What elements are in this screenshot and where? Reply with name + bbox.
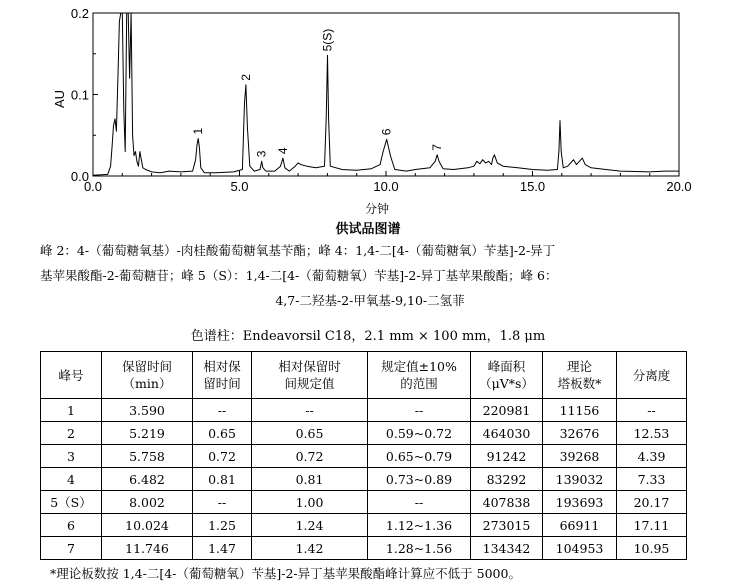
chromatogram-chart	[0, 0, 736, 218]
table-cell: 1.12~1.36	[368, 514, 471, 537]
trace-line	[93, 13, 679, 175]
plot-frame	[93, 13, 679, 176]
table-row	[41, 445, 687, 468]
table-cell: 32676	[543, 422, 617, 445]
table-cell: --	[368, 491, 471, 514]
table-cell: 11.746	[102, 537, 193, 560]
x-axis-label: 分钟	[364, 202, 390, 216]
table-cell: 1.00	[252, 491, 368, 514]
table-cell: 12.53	[617, 422, 687, 445]
peak-description-line-2: 基苹果酸酯-2-葡萄糖苷；峰 5（S）：1,4-二[4-（葡萄糖氧）苄基]-2-异丁基苹果酸酯；峰 6：	[40, 268, 558, 283]
peak-label: 6	[379, 128, 394, 136]
table-cell: 4	[41, 468, 102, 491]
table-cell: 0.73~0.89	[368, 468, 471, 491]
table-cell: 3	[41, 445, 102, 468]
axis-ticks	[71, 6, 692, 194]
table-cell: 407838	[471, 491, 543, 514]
column-caption: 色谱柱：Endeavorsil C18，2.1 mm × 100 mm，1.8 μm	[190, 329, 546, 344]
results-table	[40, 351, 687, 560]
table-cell: 83292	[471, 468, 543, 491]
peak-labels	[191, 29, 444, 158]
table-cell: 1.47	[193, 537, 252, 560]
peak-label: 5(S)	[320, 28, 335, 52]
peak-label: 3	[254, 150, 269, 158]
x-tick-label: 0.0	[83, 179, 103, 194]
table-cell: --	[252, 399, 368, 422]
table-cell: 2	[41, 422, 102, 445]
table-cell: 91242	[471, 445, 543, 468]
table-row	[41, 422, 687, 445]
table-header-cell: 分离度	[617, 352, 687, 399]
table-cell: 10.024	[102, 514, 193, 537]
table-cell: 4.39	[617, 445, 687, 468]
table-cell: 193693	[543, 491, 617, 514]
peak-label: 1	[191, 127, 206, 135]
figure-title: 供试品图谱	[335, 222, 401, 237]
peak-label: 7	[430, 144, 445, 151]
table-cell: 5.219	[102, 422, 193, 445]
table-cell: 1.42	[252, 537, 368, 560]
table-cell: 0.72	[252, 445, 368, 468]
table-header-cell: 保留时间 （min）	[102, 352, 193, 399]
table-row	[41, 399, 687, 422]
table-cell: 1.25	[193, 514, 252, 537]
table-cell: 8.002	[102, 491, 193, 514]
table-header-cell: 理论 塔板数*	[543, 352, 617, 399]
y-tick-label: 0.1	[70, 87, 89, 103]
table-cell: 1.28~1.56	[368, 537, 471, 560]
table-cell: 3.590	[102, 399, 193, 422]
table-row	[41, 468, 687, 491]
table-cell: 7	[41, 537, 102, 560]
table-cell: 1	[41, 399, 102, 422]
table-row	[41, 537, 687, 560]
table-body	[41, 399, 687, 560]
table-cell: 5.758	[102, 445, 193, 468]
table-cell: 0.65~0.79	[368, 445, 471, 468]
peak-description-line-3: 4,7-二羟基-2-甲氧基-9,10-二氢菲	[275, 293, 465, 308]
table-cell: 20.17	[617, 491, 687, 514]
table-cell: --	[193, 491, 252, 514]
table-header-cell: 相对保 留时间	[193, 352, 252, 399]
table-cell: 6.482	[102, 468, 193, 491]
table-cell: 273015	[471, 514, 543, 537]
table-header-row	[41, 352, 687, 399]
table-header-cell: 峰面积 （μV*s）	[471, 352, 543, 399]
peak-description	[40, 238, 700, 313]
table-cell: 464030	[471, 422, 543, 445]
x-tick-label: 10.0	[373, 179, 399, 194]
x-tick-label: 20.0	[666, 179, 692, 194]
table-row	[41, 514, 687, 537]
table-cell: 11156	[543, 399, 617, 422]
x-tick-label: 15.0	[519, 179, 546, 194]
y-tick-label: 0.0	[70, 169, 89, 184]
table-cell: 7.33	[617, 468, 687, 491]
table-cell: 0.65	[193, 422, 252, 445]
table-cell: 0.81	[252, 468, 368, 491]
table-cell: --	[368, 399, 471, 422]
table-header-cell: 峰号	[41, 352, 102, 399]
peak-label: 4	[275, 147, 290, 155]
y-axis-label: AU	[52, 89, 67, 109]
table-cell: 0.81	[193, 468, 252, 491]
chromatogram-trace	[93, 13, 679, 175]
table-cell: 10.95	[617, 537, 687, 560]
table-cell: 134342	[471, 537, 543, 560]
table-cell: 220981	[471, 399, 543, 422]
y-tick-label: 0.2	[70, 6, 89, 21]
table-cell: 17.11	[617, 514, 687, 537]
peak-label: 2	[238, 74, 253, 81]
table-cell: --	[193, 399, 252, 422]
table-cell: 6	[41, 514, 102, 537]
table-cell: 0.59~0.72	[368, 422, 471, 445]
table-cell: 104953	[543, 537, 617, 560]
x-tick-label: 5.0	[230, 179, 249, 194]
table-cell: 1.24	[252, 514, 368, 537]
table-cell: 0.65	[252, 422, 368, 445]
peak-description-line-1: 峰 2：4-（葡萄糖氧基）-肉桂酸葡萄糖氧基苄酯；峰 4：1,4-二[4-（葡萄糖氧）苄基]-2-异丁	[40, 243, 556, 258]
table-header-cell: 规定值±10% 的范围	[368, 352, 471, 399]
table-cell: 139032	[543, 468, 617, 491]
table-cell: 5（S）	[41, 491, 102, 514]
table-cell: 39268	[543, 445, 617, 468]
table-row	[41, 491, 687, 514]
table-cell: --	[617, 399, 687, 422]
table-cell: 0.72	[193, 445, 252, 468]
table-header-cell: 相对保留时 间规定值	[252, 352, 368, 399]
table-footnote: *理论板数按 1,4-二[4-（葡萄糖氧）苄基]-2-异丁基苹果酸酯峰计算应不低于 5000。	[50, 566, 521, 581]
table-cell: 66911	[543, 514, 617, 537]
